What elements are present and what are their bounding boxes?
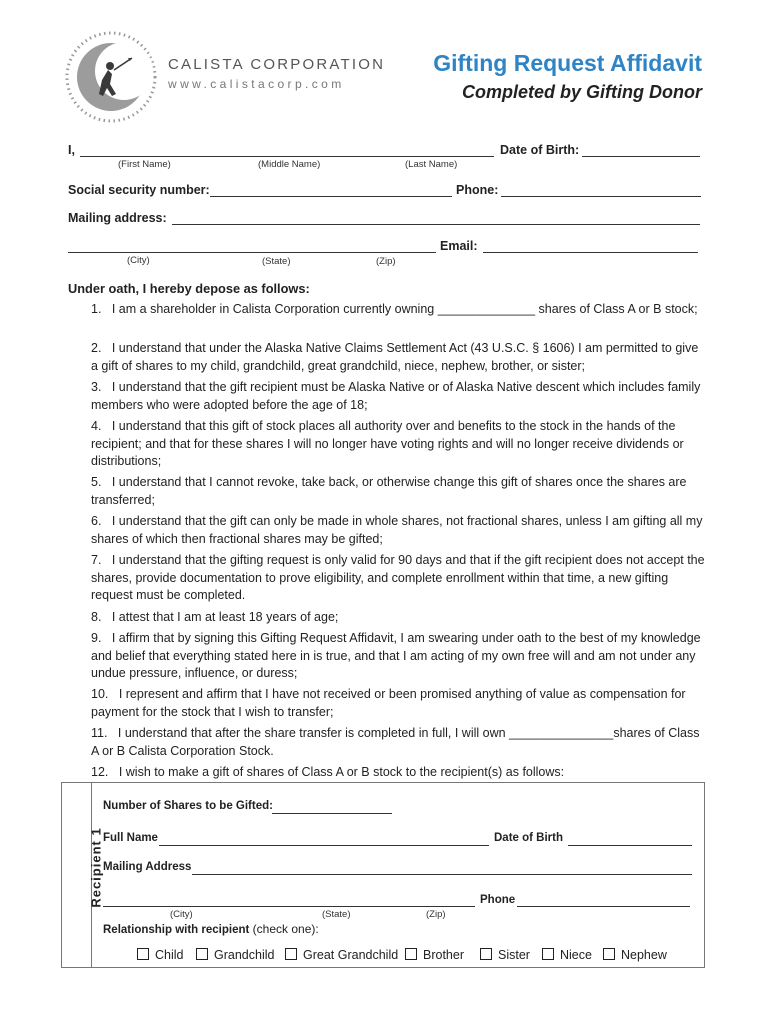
option-niece[interactable]: Niece [542,948,592,962]
checkbox-icon[interactable] [603,948,615,960]
option-great-grandchild[interactable]: Great Grandchild [285,948,398,962]
recipient-full-name-label: Full Name [103,832,158,844]
middle-name-caption: (Middle Name) [258,159,321,170]
oath-heading: Under oath, I hereby depose as follows: [68,281,310,296]
checkbox-icon[interactable] [137,948,149,960]
org-website: www.calistacorp.com [168,77,345,91]
option-nephew[interactable]: Nephew [603,948,667,962]
statement-3: 3. I understand that the gift recipient must be Alaska Native or of Alaska Native descent which includes family members who were adopted before the age of 18; [91,380,701,412]
statement-6: 6. I understand that the gift can only be made in whole shares, not fractional shares, unless I am gifting all my shares of which then fractional shares may be gifted; [91,514,703,546]
recipient-city-state-zip-field[interactable] [103,906,475,907]
statement-5: 5. I understand that I cannot revoke, take back, or otherwise change this gift of shares once the shares are transferred; [91,475,687,507]
recipient-label: Recipient 1 [88,827,104,908]
recipient-dob-label: Date of Birth [494,832,563,844]
statement-9: 9. I affirm that by signing this Gifting Request Affidavit, I am swearing under oath to the best of my knowledge and belief that everything stated here in is true, and that I am acting of my own free will and am not under any undue pressure, influence, or duress; [91,631,701,680]
statement-1: 1. I am a shareholder in Calista Corporation currently owning ______________ shares of Class A or B stock; [91,302,698,316]
recipient-zip-caption: (Zip) [426,909,446,920]
state-caption: (State) [262,256,291,267]
relationship-label: Relationship with recipient [103,924,250,936]
statement-12: 12. I wish to make a gift of shares of Class A or B stock to the recipient(s) as follows: [91,765,565,779]
city-state-zip-field[interactable] [68,252,436,253]
mailing-address-field[interactable] [172,224,700,225]
checkbox-icon[interactable] [480,948,492,960]
first-name-caption: (First Name) [118,159,171,170]
recipient-mailing-field[interactable] [192,874,692,875]
relationship-hint: (check one): [252,922,319,936]
recipient-full-name-field[interactable] [159,845,489,846]
option-child[interactable]: Child [137,948,184,962]
document-title: Gifting Request Affidavit [433,50,702,76]
donor-dob-field[interactable] [582,156,700,157]
last-name-caption: (Last Name) [405,159,458,170]
ssn-field[interactable] [210,196,452,197]
checkbox-icon[interactable] [196,948,208,960]
statement-11: 11. I understand that after the share transfer is completed in full, I will own _______________shares of Class A or B Calista Corporation Stock. [91,726,700,758]
org-name: CALISTA CORPORATION [168,56,386,73]
i-label: I, [68,143,75,157]
checkbox-icon[interactable] [542,948,554,960]
statement-7: 7. I understand that the gifting request is only valid for 90 days and that if the gift recipient does not accept the shares, provide documentation to prove eligibility, and complete enrollment within that time, a new gifting request must be completed. [91,553,705,602]
shares-to-gift-field[interactable] [272,813,392,814]
checkbox-icon[interactable] [285,948,297,960]
phone-label: Phone: [456,183,499,197]
recipient-phone-field[interactable] [517,906,690,907]
statement-10: 10. I represent and affirm that I have not received or been promised anything of value as compensation for payment for the stock that I wish to transfer; [91,687,686,719]
option-sister[interactable]: Sister [480,948,530,962]
shares-to-gift-label: Number of Shares to be Gifted: [103,800,273,812]
relationship-row [103,922,319,936]
document-subtitle: Completed by Gifting Donor [462,82,702,102]
calista-logo-icon [62,28,160,126]
option-brother[interactable]: Brother [405,948,464,962]
checkbox-icon[interactable] [405,948,417,960]
recipient-state-caption: (State) [322,909,351,920]
donor-dob-label: Date of Birth: [500,143,580,157]
recipient-mailing-label: Mailing Address [103,861,192,873]
zip-caption: (Zip) [376,256,396,267]
donor-name-field[interactable] [80,156,494,157]
recipient-city-caption: (City) [170,909,193,920]
ssn-label: Social security number: [68,183,210,197]
email-field[interactable] [483,252,698,253]
statement-8: 8. I attest that I am at least 18 years of age; [91,610,339,624]
phone-field[interactable] [501,196,701,197]
email-label: Email: [440,239,478,253]
statement-4: 4. I understand that this gift of stock places all authority over and benefits to the stock in the hands of the recipient; and that for these shares I will no longer have voting rights and will no longer receive dividends or distributions; [91,419,684,468]
mailing-address-label: Mailing address: [68,211,167,225]
recipient-dob-field[interactable] [568,845,692,846]
option-grandchild[interactable]: Grandchild [196,948,274,962]
city-caption: (City) [127,255,150,266]
recipient-phone-label: Phone [480,894,516,906]
statement-2: 2. I understand that under the Alaska Native Claims Settlement Act (43 U.S.C. § 1606) I am permitted to give a gift of shares to my child, grandchild, great grandchild, niece, nephew, brother, or sister; [91,341,699,373]
